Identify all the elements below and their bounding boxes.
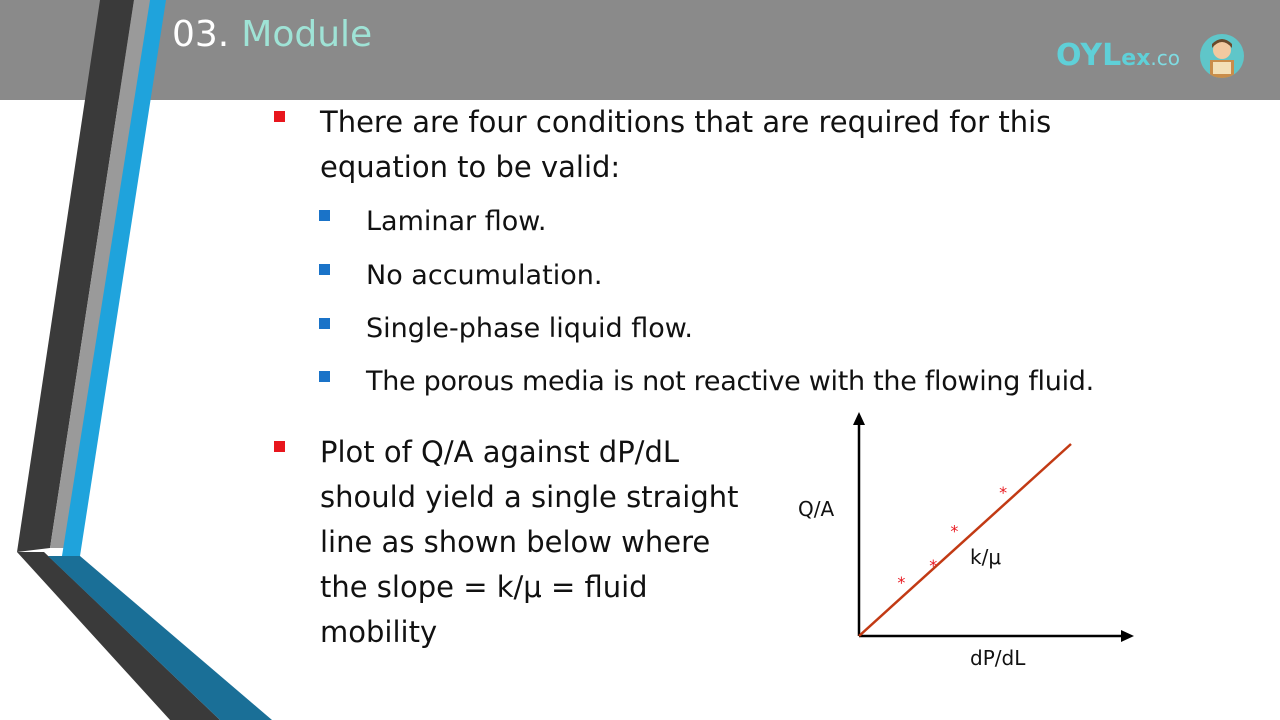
brand-logo xyxy=(1056,34,1180,78)
bullet-2-line-3: line as shown below where xyxy=(320,525,711,559)
blue-bullet-icon xyxy=(319,371,330,382)
logo-avatar-icon xyxy=(1200,34,1244,78)
data-point: * xyxy=(999,483,1008,502)
bullet-2-line-1: Plot of Q/A against dP/dL xyxy=(320,435,680,469)
slide-number: 03. xyxy=(172,14,230,55)
x-axis-label: dP/dL xyxy=(970,646,1026,670)
bullet-2-line-5: mobility xyxy=(320,615,438,649)
bullet-1-line-1: There are four conditions that are required for this xyxy=(320,105,1052,139)
sub-item-4: The porous media is not reactive with the flowing fluid. xyxy=(366,366,1094,397)
data-point: * xyxy=(950,521,959,541)
y-axis-label: Q/A xyxy=(798,497,835,521)
red-bullet-icon xyxy=(274,441,285,452)
mobility-plot xyxy=(780,408,1140,648)
red-bullet-icon xyxy=(274,111,285,122)
blue-bullet-icon xyxy=(319,210,330,221)
slide-title xyxy=(172,12,372,58)
sub-item-2: No accumulation. xyxy=(366,260,603,291)
slide-title-text: Module xyxy=(241,14,373,55)
logo-text-tld: .co xyxy=(1150,46,1180,70)
bullet-2-line-2: should yield a single straight xyxy=(320,480,739,514)
data-point: * xyxy=(897,573,906,593)
bullet-2-line-4: the slope = k/μ = fluid xyxy=(320,570,648,604)
sub-item-1: Laminar flow. xyxy=(366,206,547,237)
sub-item-3: Single-phase liquid flow. xyxy=(366,313,693,344)
blue-bullet-icon xyxy=(319,318,330,329)
logo-text-main: OYL xyxy=(1056,38,1122,73)
data-point: * xyxy=(929,555,938,575)
y-axis-arrow-icon xyxy=(853,412,865,425)
slope-annotation: k/μ xyxy=(970,545,1002,569)
bullet-1-line-2: equation to be valid: xyxy=(320,150,621,184)
decorative-stripes xyxy=(0,0,280,720)
x-axis-arrow-icon xyxy=(1121,630,1134,642)
fit-line xyxy=(859,444,1071,636)
blue-bullet-icon xyxy=(319,264,330,275)
logo-text-ex: ex xyxy=(1121,46,1151,71)
